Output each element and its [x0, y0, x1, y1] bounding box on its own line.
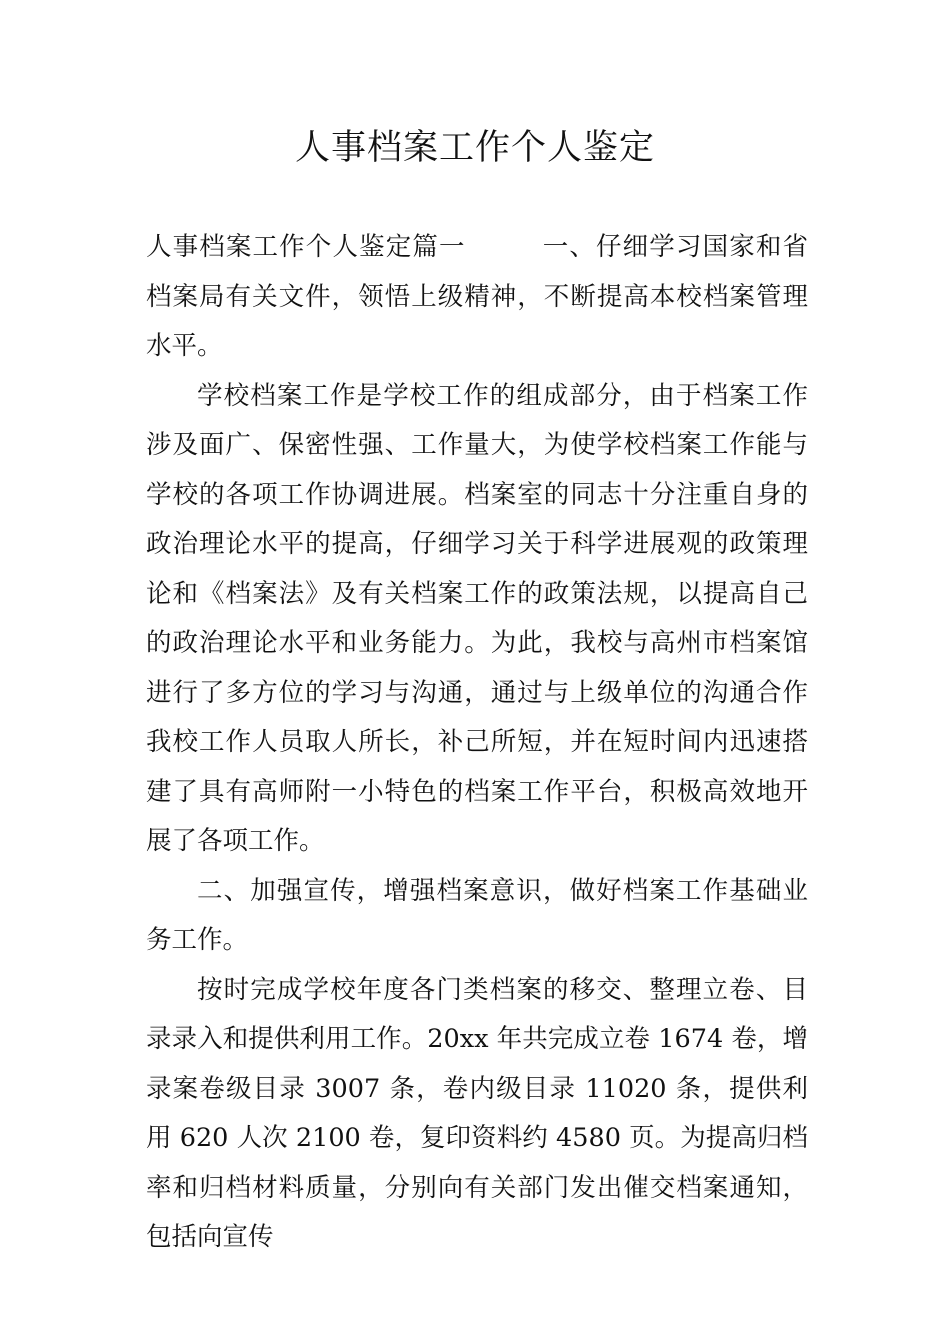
paragraph-3: 二、加强宣传，增强档案意识，做好档案工作基础业务工作。 [146, 875, 808, 955]
paragraph-4: 按时完成学校年度各门类档案的移交、整理立卷、目录录入和提供利用工作。20xx 年共完成立卷 1674 卷，增录案卷级目录 3007 条，卷内级目录 11020 条，提供利用 620 人次 2100 卷，复印资料约 4580 页。为提高归档率和归档材料质量，分别向有关部门发出催交档案通知，包括向宣传 [146, 974, 808, 1252]
document-body [146, 223, 808, 1263]
section-heading: 人事档案工作个人鉴定篇一 [146, 232, 466, 262]
paragraph-1 [146, 223, 808, 372]
paragraph-2: 学校档案工作是学校工作的组成部分，由于档案工作涉及面广、保密性强、工作量大，为使学校档案工作能与学校的各项工作协调进展。档案室的同志十分注重自身的政治理论水平的提高，仔细学习关于科学进展观的政策理论和《档案法》及有关档案工作的政策法规，以提高自己的政治理论水平和业务能力。为此，我校与高州市档案馆进行了多方位的学习与沟通，通过与上级单位的沟通合作我校工作人员取人所长，补己所短，并在短时间内迅速搭建了具有高师附一小特色的档案工作平台，积极高效地开展了各项工作。 [146, 380, 808, 856]
paragraph-text: 一、仔细学习国家和省档案局有关文件，领悟上级精神，不断提高本校档案管理水平。 [146, 232, 808, 361]
document-title: 人事档案工作个人鉴定 [294, 128, 655, 168]
